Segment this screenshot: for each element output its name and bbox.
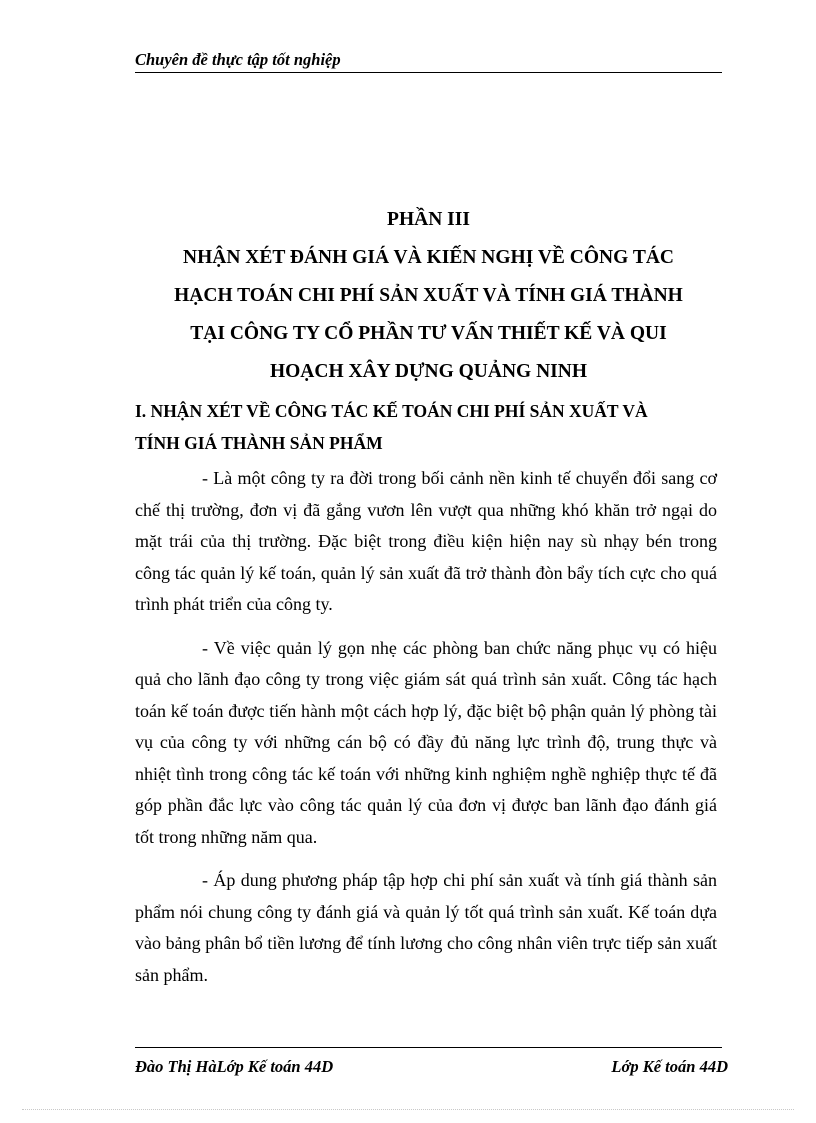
- part-title-line: TẠI CÔNG TY CỔ PHẦN TƯ VẤN THIẾT KẾ VÀ QUI: [190, 323, 667, 344]
- paragraph: - Áp dung phương pháp tập hợp chi phí sản xuất và tính giá thành sản phẩm nói chung công ty đánh giá và quản lý tốt quá trình sản xuất. Kế toán dựa vào bảng phân bổ tiền lương để tính lương cho công nhân viên trực tiếp sản xuất sản phẩm.: [135, 870, 717, 985]
- section-heading-line: I. NHẬN XÉT VỀ CÔNG TÁC KẾ TOÁN CHI PHÍ SẢN XUẤT VÀ: [135, 401, 648, 421]
- section-heading-line: TÍNH GIÁ THÀNH SẢN PHẨM: [135, 433, 383, 453]
- part-title-block: [135, 206, 722, 396]
- body-text: [135, 463, 717, 1003]
- page-bottom-divider: [22, 1109, 794, 1110]
- footer-author: Đào Thị HàLớp Kế toán 44D: [135, 1057, 334, 1076]
- paragraph: - Là một công ty ra đời trong bối cảnh nền kinh tế chuyển đổi sang cơ chế thị trường, đơn vị đã gắng vươn lên vượt qua những khó khăn trở ngại do mặt trái của thị trường. Đặc biệt trong điều kiện hiện nay sù nhạy bén trong công tác quản lý kế toán, quản lý sản xuất đã trở thành đòn bẩy tích cực cho quá trình phát triển của công ty.: [135, 468, 717, 614]
- page-footer: [135, 1047, 728, 1077]
- running-title: Chuyên đề thực tập tốt nghiệp: [135, 50, 341, 69]
- part-title-line: HOẠCH XÂY DỰNG QUẢNG NINH: [269, 361, 588, 382]
- part-title-line: NHẬN XÉT ĐÁNH GIÁ VÀ KIẾN NGHỊ VỀ CÔNG TÁC: [182, 247, 674, 268]
- running-header: [135, 50, 722, 73]
- part-title-line: HẠCH TOÁN CHI PHÍ SẢN XUẤT VÀ TÍNH GIÁ THÀNH: [174, 285, 683, 306]
- paragraph: - Về việc quản lý gọn nhẹ các phòng ban chức năng phục vụ có hiệu quả cho lãnh đạo công ty trong việc giám sát quá trình sản xuất. Công tác hạch toán kế toán được tiến hành một cách hợp lý, đặc biệt bộ phận quản lý phòng tài vụ của công ty với những cán bộ có đầy đủ năng lực trình độ, trung thực và nhiệt tình trong công tác kế toán với những kinh nghiệm nghề nghiệp thực tế đã góp phần đắc lực vào công tác quản lý của đơn vị được ban lãnh đạo đánh giá tốt trong những năm qua.: [135, 637, 717, 847]
- part-heading: PHẦN III: [387, 209, 470, 230]
- footer-class: Lớp Kế toán 44D: [611, 1057, 728, 1076]
- section-heading: [135, 398, 722, 462]
